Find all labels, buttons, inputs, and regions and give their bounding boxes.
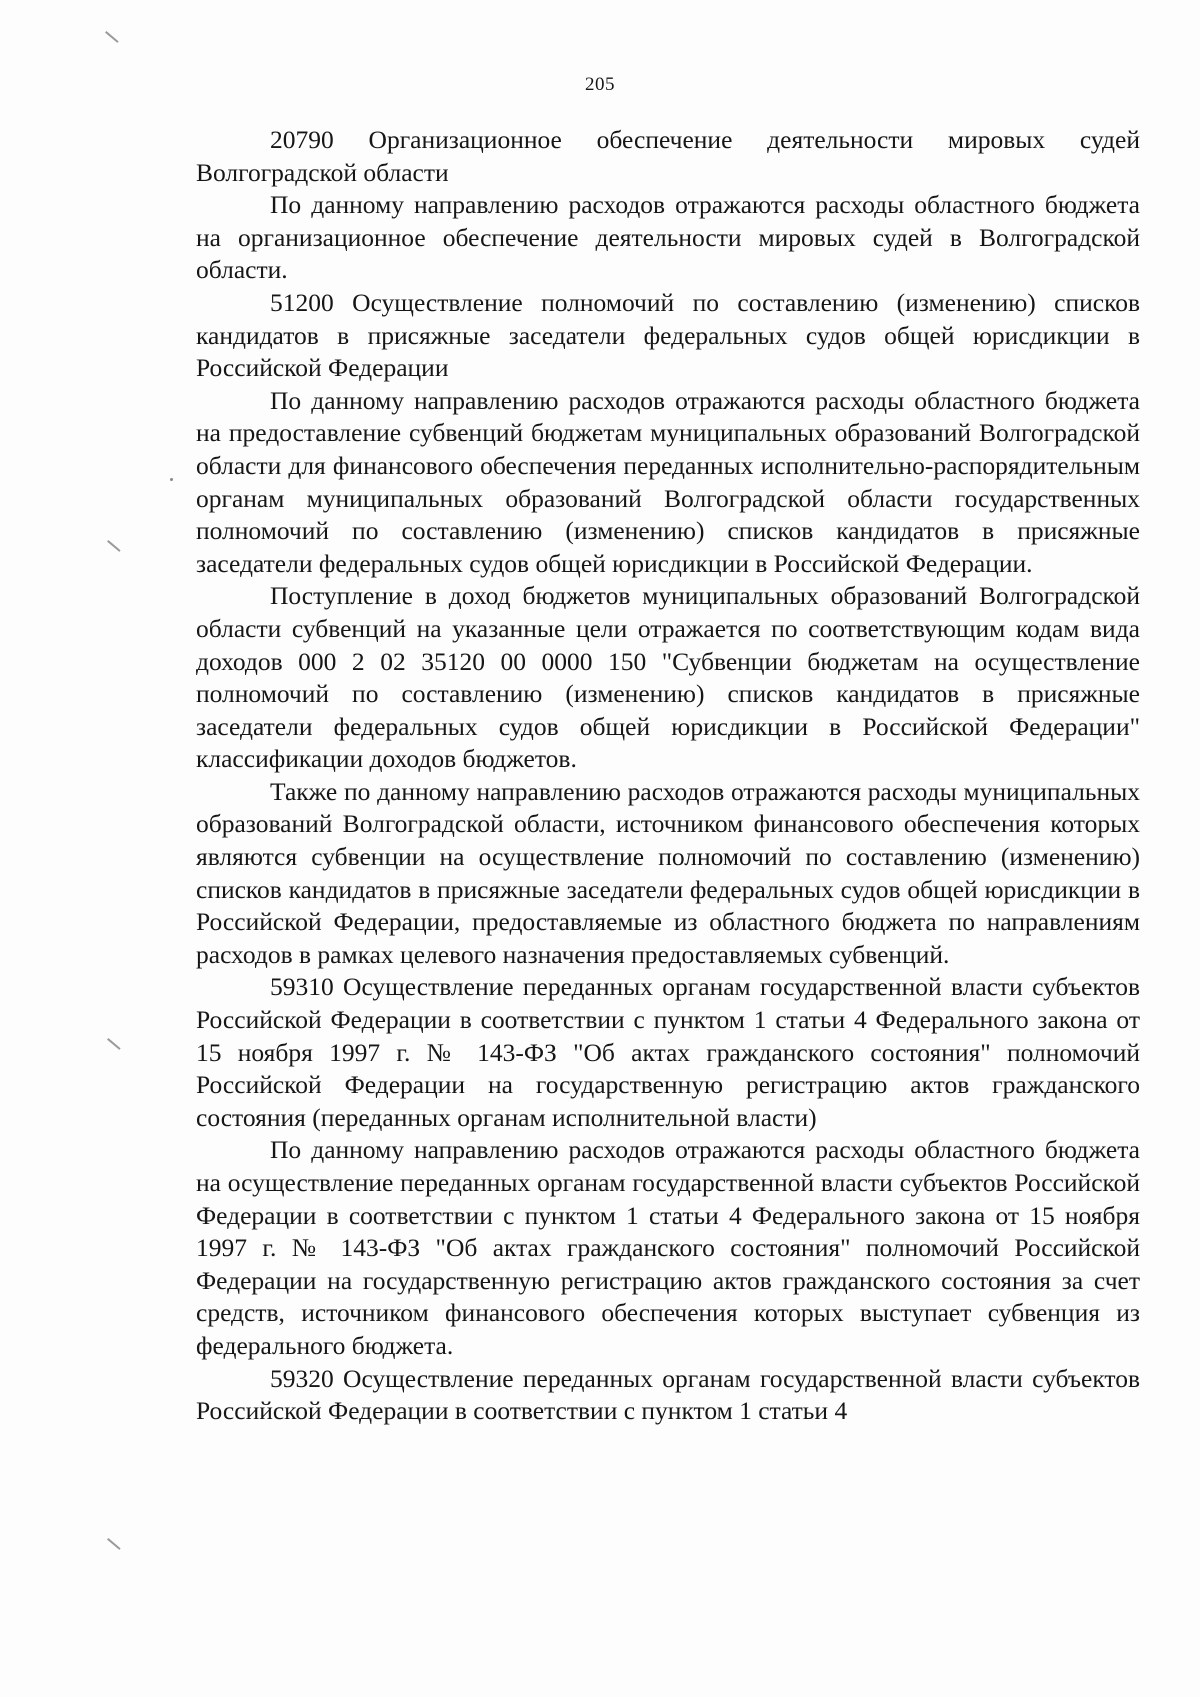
paragraph: Также по данному направлению расходов отражаются расходы муниципальных образований Волгоградской области, источником финансового обеспечения которых являются субвенции на осуществление полномочий по составлению (изменению) списков кандидатов в присяжные заседатели федеральных судов общей юрисдикции в Российской Федерации, предоставляемые из областного бюджета по направлениям расходов в рамках целевого назначения предоставляемых субвенций. — [196, 776, 1140, 969]
paragraph: По данному направлению расходов отражаются расходы областного бюджета на предоставление субвенций бюджетам муниципальных образований Волгоградской области для финансового обеспечения переданных исполнительно-распорядительным органам муниципальных образований Волгоградской области государственных полномочий по составлению (изменению) списков кандидатов в присяжные заседатели федеральных судов общей юрисдикции в Российской Федерации. — [196, 385, 1140, 578]
paragraph: По данному направлению расходов отражаются расходы областного бюджета на осуществление переданных органам государственной власти субъектов Российской Федерации в соответствии с пунктом 1 статьи 4 Федерального закона от 15 ноября 1997 г. № 143-ФЗ "Об актах гражданского состояния" полномочий Российской Федерации на государственную регистрацию актов гражданского состояния за счет средств, источником финансового обеспечения которых выступает субвенция из федерального бюджета. — [196, 1135, 1140, 1360]
paragraph-59320-heading: 59320 Осуществление переданных органам государственной власти субъектов Российской Федерации в соответствии с пунктом 1 статьи 4 — [196, 1363, 1140, 1426]
scan-artifact — [170, 478, 173, 481]
paragraph-51200-heading: 51200 Осуществление полномочий по составлению (изменению) списков кандидатов в присяжные заседатели федеральных судов общей юрисдикции в Российской Федерации — [196, 287, 1140, 383]
document-body — [196, 124, 1140, 1428]
paragraph: По данному направлению расходов отражаются расходы областного бюджета на организационное обеспечение деятельности мировых судей в Волгоградской области. — [196, 190, 1140, 285]
paragraph-20790-heading: 20790 Организационное обеспечение деятельности мировых судей Волгоградской области — [196, 125, 1140, 187]
paragraph: Поступление в доход бюджетов муниципальных образований Волгоградской области субвенций на указанные цели отражается по соответствующим кодам вида доходов 000 2 02 35120 00 0000 150 "Субвенции бюджетам на осуществление полномочий по составлению (изменению) списков кандидатов в присяжные заседатели федеральных судов общей юрисдикции в Российской Федерации" классификации доходов бюджетов. — [196, 581, 1140, 774]
scan-artifact — [107, 540, 120, 551]
page-number: 205 — [585, 74, 615, 95]
scan-artifact — [107, 1038, 120, 1049]
paragraph-59310-heading: 59310 Осуществление переданных органам государственной власти субъектов Российской Федерации в соответствии с пунктом 1 статьи 4 Федерального закона от 15 ноября 1997 г. № 143-ФЗ "Об актах гражданского состояния" полномочий Российской Федерации на государственную регистрацию актов гражданского состояния (переданных органам исполнительной власти) — [196, 972, 1140, 1132]
scan-artifact — [105, 31, 118, 42]
scan-artifact — [107, 1538, 120, 1549]
